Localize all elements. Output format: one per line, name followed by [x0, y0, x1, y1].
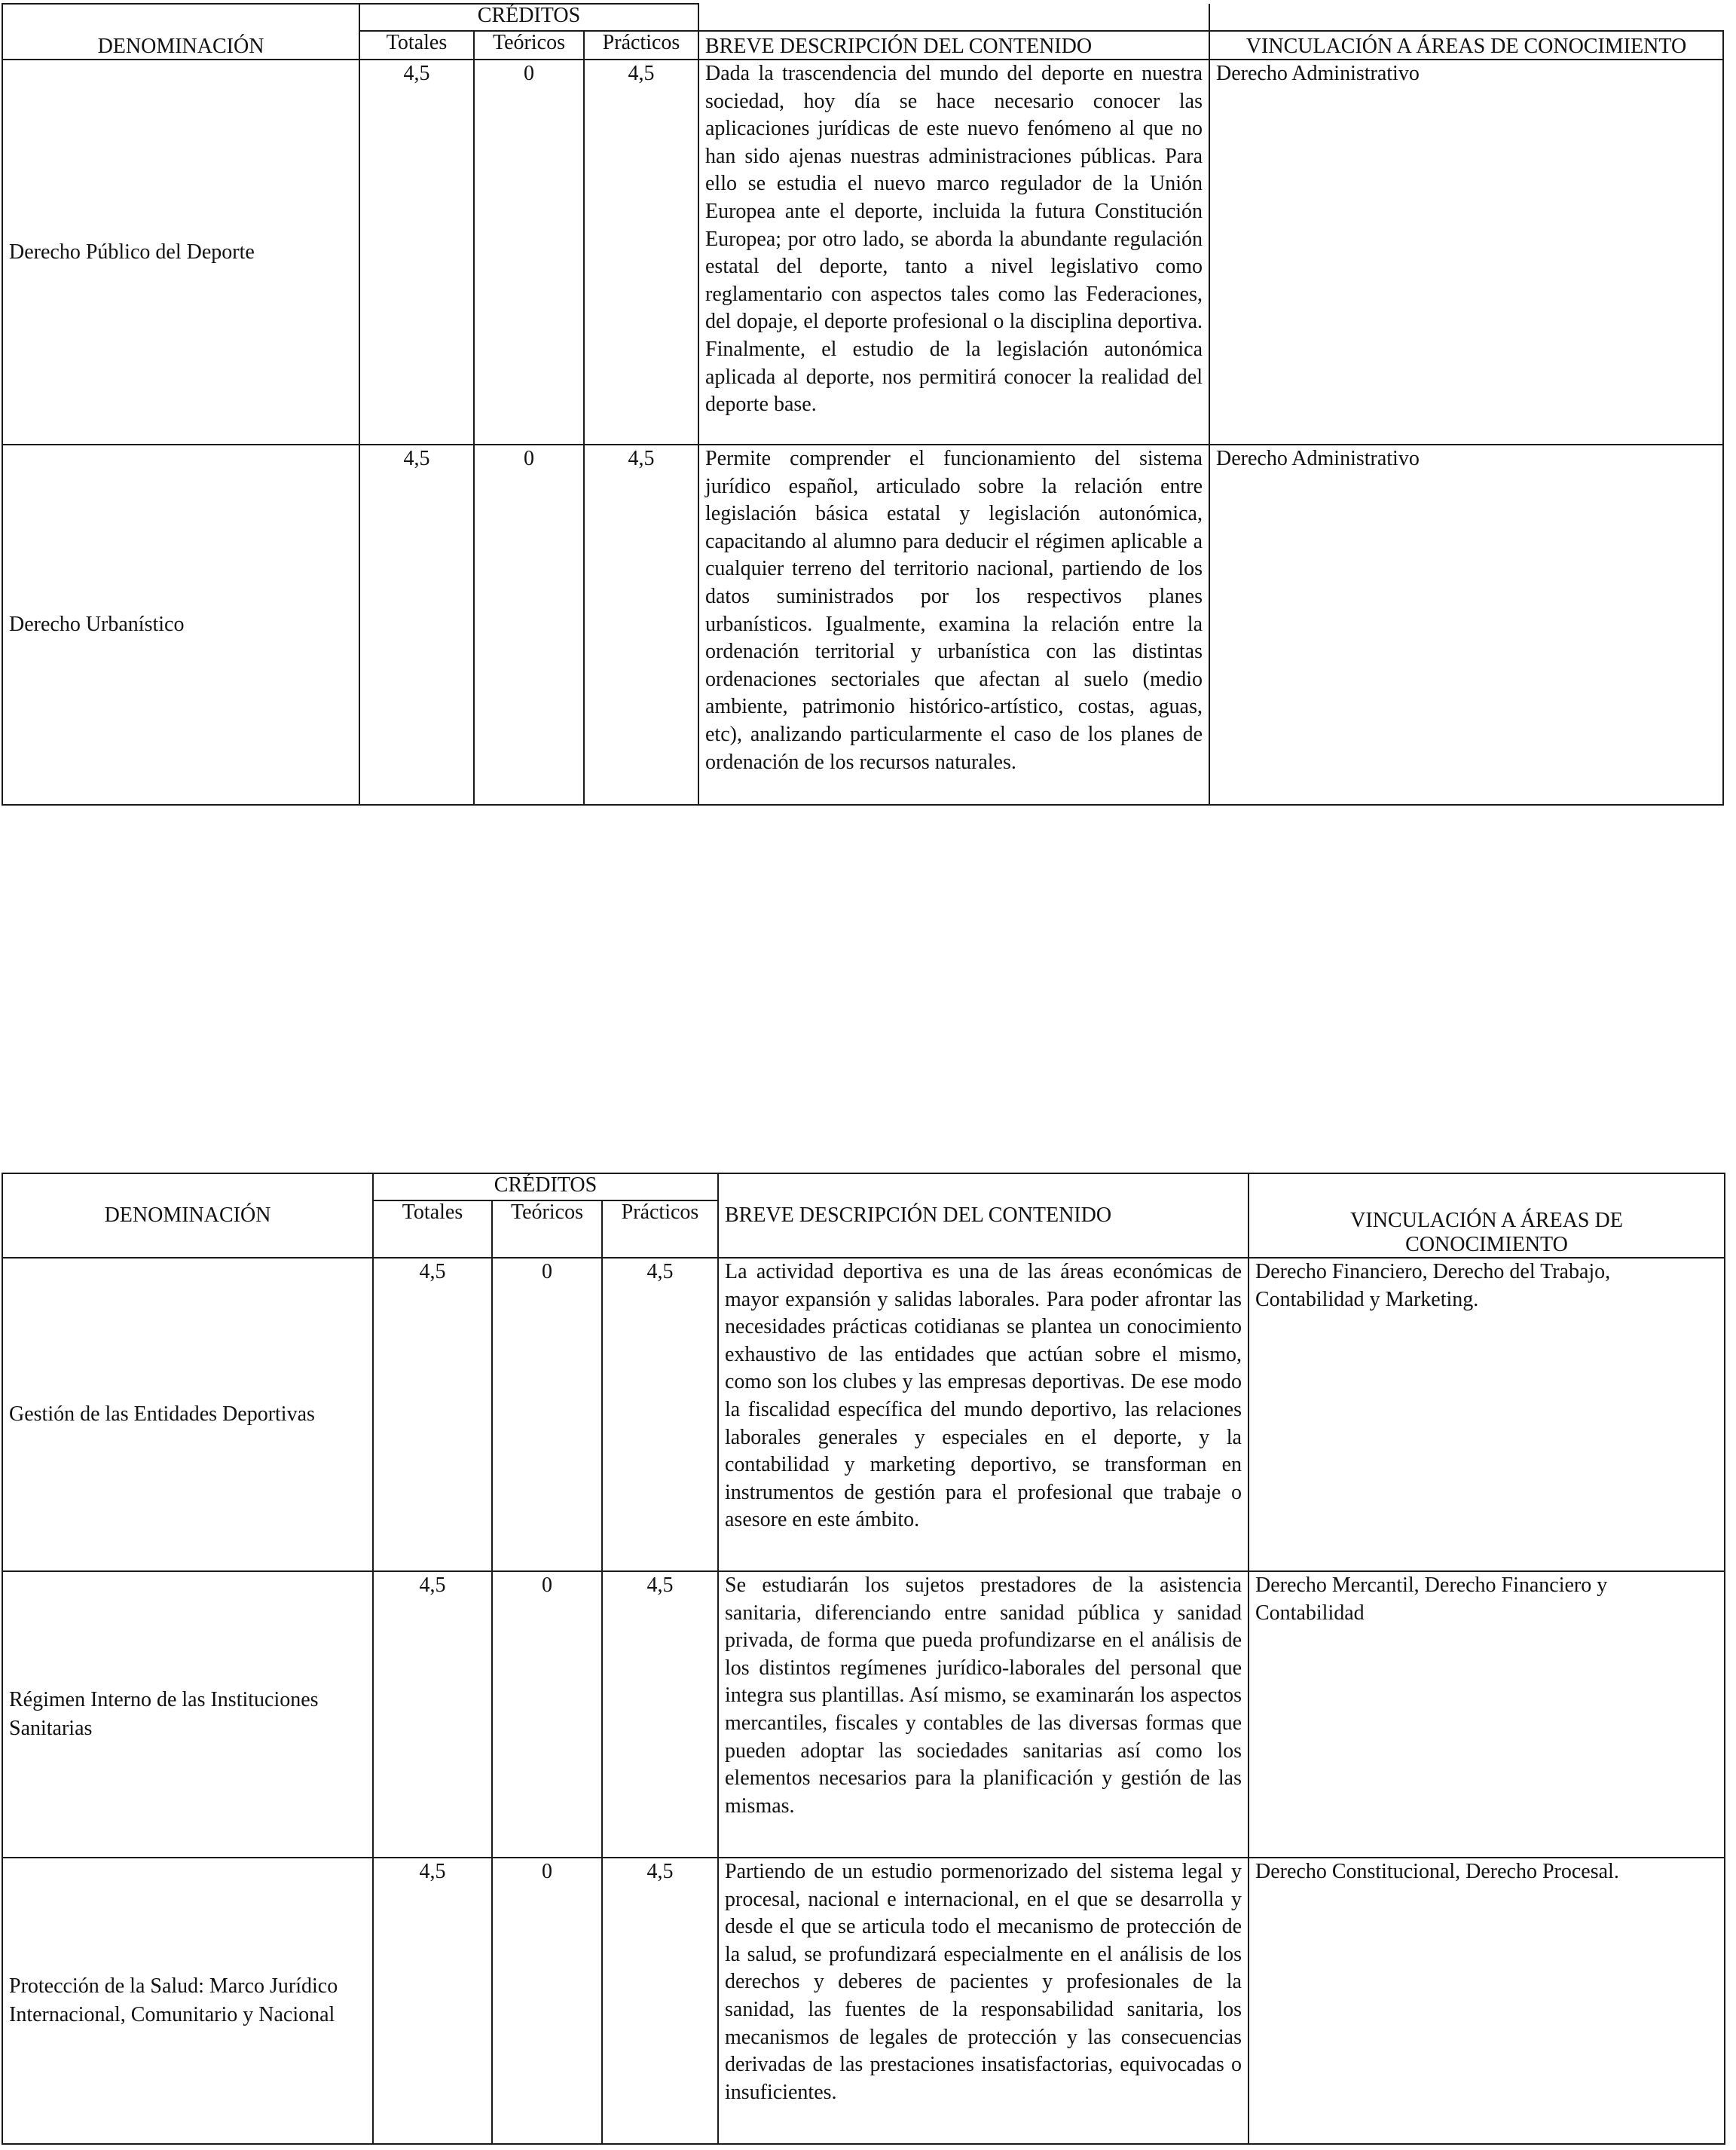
credits-practice: 4,5 [602, 1571, 718, 1858]
course-description: Permite comprender el funcionamiento del sistema jurídico español, articulado sobre la relación entre legislación básica estatal y legislación autonómica, capacitando al alumno para deducir el régimen aplicable a cualquier terreno del territorio nacional, partiendo de los datos suministrados por los respectivos planes urbanísticos. Igualmente, examina la relación entre la ordenación territorial y urbanística con las distintas ordenaciones sectoriales que afectan al suelo (medio ambiente, patrimonio histórico-artístico, costas, aguas, etc), analizando particularmente el caso de los planes de ordenación de los recursos naturales. [698, 445, 1209, 805]
curriculum-table-1 [2, 3, 1724, 806]
header-descripcion: BREVE DESCRIPCIÓN DEL CONTENIDO [698, 31, 1209, 60]
header-practicos: Prácticos [602, 1200, 718, 1258]
course-name: Protección de la Salud: Marco Jurídico Internacional, Comunitario y Nacional [2, 1858, 373, 2144]
course-name: Gestión de las Entidades Deportivas [2, 1258, 373, 1571]
header-creditos: CRÉDITOS [373, 1173, 718, 1200]
knowledge-area: Derecho Financiero, Derecho del Trabajo, Contabilidad y Marketing. [1249, 1258, 1725, 1571]
credits-practice: 4,5 [584, 60, 698, 445]
credits-theory: 0 [492, 1858, 602, 2144]
header-teoricos: Teóricos [474, 31, 584, 60]
header-vinculacion: VINCULACIÓN A ÁREAS DE CONOCIMIENTO [1209, 31, 1723, 60]
credits-total: 4,5 [373, 1571, 492, 1858]
table-row [2, 1258, 1725, 1571]
knowledge-area: Derecho Mercantil, Derecho Financiero y Contabilidad [1249, 1571, 1725, 1858]
credits-total: 4,5 [359, 60, 474, 445]
credits-practice: 4,5 [584, 445, 698, 805]
course-description: La actividad deportiva es una de las áreas económicas de mayor expansión y salidas laborales. Para poder afrontar las necesidades prácticas cotidianas se plantea un conocimiento exhaustivo de las entidades que actúan sobre el mismo, como son los clubes y las empresas deportivas. De ese modo la fiscalidad específica del mundo deportivo, las relaciones laborales generales y especiales en el deporte, y la contabilidad y marketing deportivo, se transforman en instrumentos de gestión para el profesional que trabaje o asesore en este ámbito. [718, 1258, 1249, 1571]
knowledge-area: Derecho Administrativo [1209, 60, 1723, 445]
course-name: Derecho Público del Deporte [2, 60, 359, 445]
knowledge-area: Derecho Administrativo [1209, 445, 1723, 805]
credits-practice: 4,5 [602, 1858, 718, 2144]
header-creditos: CRÉDITOS [359, 4, 698, 31]
credits-practice: 4,5 [602, 1258, 718, 1571]
table-row [2, 60, 1723, 445]
header-practicos: Prácticos [584, 31, 698, 60]
header-denominacion: DENOMINACIÓN [2, 1173, 373, 1258]
course-name: Derecho Urbanístico [2, 445, 359, 805]
header-descripcion: BREVE DESCRIPCIÓN DEL CONTENIDO [718, 1173, 1249, 1258]
table-row [2, 1858, 1725, 2144]
table-row [2, 445, 1723, 805]
knowledge-area: Derecho Constitucional, Derecho Procesal. [1249, 1858, 1725, 2144]
course-description: Dada la trascendencia del mundo del deporte en nuestra sociedad, hoy día se hace necesario conocer las aplicaciones jurídicas de este nuevo fenómeno al que no han sido ajenas nuestras administraciones públicas. Para ello se estudia el nuevo marco regulador de la Unión Europea ante el deporte, incluida la futura Constitución Europea; por otro lado, se aborda la abundante regulación estatal del deporte, tanto a nivel legislativo como reglamentario con aspectos tales como las Federaciones, del dopaje, el deporte profesional o la disciplina deportiva. Finalmente, el estudio de la legislación autonómica aplicada al deporte, nos permitirá conocer la realidad del deporte base. [698, 60, 1209, 445]
credits-total: 4,5 [373, 1858, 492, 2144]
header-teoricos: Teóricos [492, 1200, 602, 1258]
course-description: Se estudiarán los sujetos prestadores de la asistencia sanitaria, diferenciando entre sanidad pública y sanidad privada, de forma que pueda profundizarse en el análisis de los distintos regímenes jurídico-laborales del personal que integra sus plantillas. Así mismo, se examinarán los aspectos mercantiles, fiscales y contables de las diversas formas que pueden adoptar las sociedades sanitarias así como los elementos necesarios para la planificación y gestión de las mismas. [718, 1571, 1249, 1858]
credits-theory: 0 [474, 445, 584, 805]
credits-total: 4,5 [359, 445, 474, 805]
credits-theory: 0 [492, 1258, 602, 1571]
header-denominacion: DENOMINACIÓN [2, 4, 359, 60]
header-totales: Totales [359, 31, 474, 60]
course-description: Partiendo de un estudio pormenorizado del sistema legal y procesal, nacional e internacional, en el que se desarrolla y desde el que se articula todo el mecanismo de protección de la salud, se profundizará especialmente en el análisis de los derechos y deberes de pacientes y profesionales de la sanidad, las fuentes de la responsabilidad sanitaria, los mecanismos de legales de protección y las consecuencias derivadas de las prestaciones insatisfactorias, equivocadas o insuficientes. [718, 1858, 1249, 2144]
credits-theory: 0 [474, 60, 584, 445]
credits-total: 4,5 [373, 1258, 492, 1571]
header-totales: Totales [373, 1200, 492, 1258]
course-name: Régimen Interno de las Instituciones Sanitarias [2, 1571, 373, 1858]
header-vinculacion: VINCULACIÓN A ÁREAS DE CONOCIMIENTO [1249, 1173, 1725, 1258]
table-row [2, 1571, 1725, 1858]
curriculum-table-2 [2, 1173, 1725, 2145]
credits-theory: 0 [492, 1571, 602, 1858]
